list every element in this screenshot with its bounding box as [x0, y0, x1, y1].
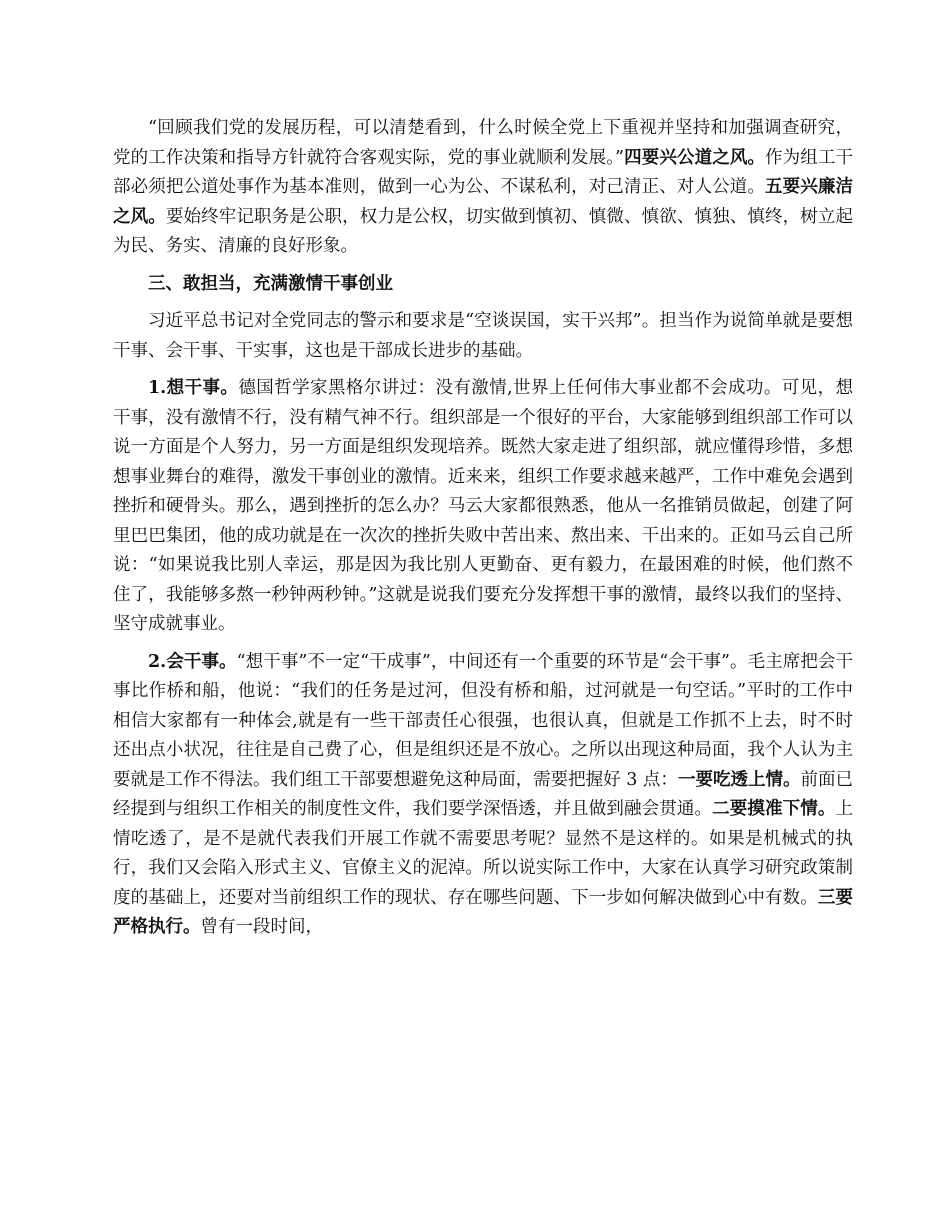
- text-run: 要始终牢记职务是公职，权力是公权，切实做到慎初、慎微、慎欲、慎独、慎终，树立起为民、务实、清廉的良好形象。: [113, 206, 854, 256]
- paragraph-investigation-and-integrity: [113, 114, 853, 262]
- bold-lead-strict-execution: 三要严格执行。: [113, 887, 853, 937]
- text-run: 前面已经提到与组织工作相关的制度性文件，我们要学深悟透，并且做到融会贯通。: [113, 769, 854, 819]
- section-heading-3: 三、敢担当，充满激情干事创业: [148, 273, 393, 294]
- document-body: [113, 114, 853, 943]
- bold-lead-grasp-lower: 二要摸准下情。: [712, 799, 836, 819]
- bold-lead-understand-upper: 一要吃透上情。: [677, 769, 801, 790]
- text-run: 上情吃透了，是不是就代表我们开展工作就不需要思考呢？显然不是这样的。如果是机械式的执行，我们又会陷入形式主义、官僚主义的泥淖。所以说实际工作中，大家在认真学习研究政策制度的基础上，还要对当前组织工作的现状、存在哪些问题、下一步如何解决做到心中有数。: [113, 799, 854, 908]
- paragraph-intro-responsibility: 习近平总书记对全党同志的警示和要求是“空谈误国，实干兴邦”。担当作为说简单就是要想干事、会干事、干实事，这也是干部成长进步的基础。: [113, 311, 853, 361]
- bold-lead-integrity: 五要兴廉洁之风。: [113, 177, 854, 227]
- text-run: 曾有一段时间，: [200, 917, 323, 937]
- bold-lead-want-to-work: 1.想干事。: [148, 378, 239, 398]
- text-run: 德国哲学家黑格尔讲过：没有激情,世界上任何伟大事业都不会成功。可见，想干事，没有激情不行，没有精气神不行。组织部是一个很好的平台，大家能够到组织部工作可以说一方面是个人努力，另一方面是组织发现培养。既然大家走进了组织部，就应懂得珍惜，多想想事业舞台的难得，激发干事创业的激情。近来来，组织工作要求越来越严，工作中难免会遇到挫折和硬骨头。那么，遇到挫折的怎么办？马云大家都很熟悉，他从一名推销员做起，创建了阿里巴巴集团，他的成功就是在一次次的挫折失败中苦出来、熬出来、干出来的。正如马云自己所说：“如果说我比别人幸运，那是因为我比别人更勤奋、更有毅力，在最困难的时候，他们熬不住了，我能够多熬一秒钟两秒钟。”这就是说我们要充分发挥想干事的激情，最终以我们的坚持、坚守成就事业。: [113, 378, 853, 634]
- paragraph-want-to-work: [113, 374, 853, 640]
- bold-lead-fairness: 四要兴公道之风。: [624, 147, 766, 168]
- paragraph-know-how-to-work: [113, 648, 853, 943]
- text-run: 作为组工干部必须把公道处事作为基本准则，做到一心为公、不谋私利，对己清正、对人公道。: [113, 147, 854, 197]
- text-run: “想干事”不一定“干成事”，中间还有一个重要的环节是“会干事”。毛主席把会干事比作桥和船，他说：“我们的任务是过河，但没有桥和船，过河就是一句空话。”平时的工作中相信大家都有一种体会,就是有一些干部责任心很强，也很认真，但就是工作抓不上去，时不时还出点小状况，往往是自己费了心，但是组织还是不放心。之所以出现这种局面，我个人认为主要就是工作不得法。我们组工干部要想避免这种局面，需要把握好 3 点：: [113, 651, 853, 790]
- bold-lead-know-how: 2.会干事。: [148, 651, 237, 672]
- text-run: “回顾我们党的发展历程，可以清楚看到，什么时候全党上下重视并坚持和加强调查研究，党的工作决策和指导方针就符合客观实际，党的事业就顺利发展。”: [113, 118, 853, 168]
